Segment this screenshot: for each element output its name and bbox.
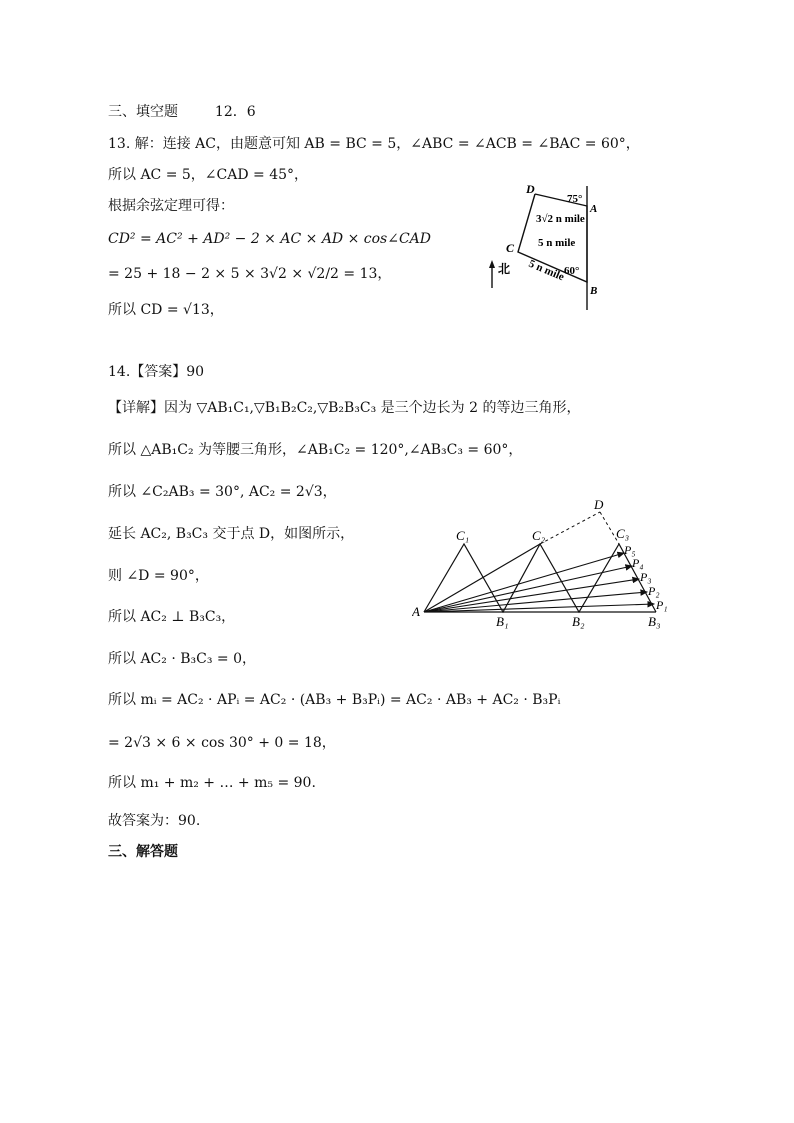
label-p5: P₅ xyxy=(624,543,636,557)
label-p3: P₃ xyxy=(640,570,652,584)
q14-line-10: 所以 m₁ + m₂ + … + m₅ = 90. xyxy=(108,775,316,791)
north-arrow-head xyxy=(489,260,495,268)
label-a: A xyxy=(590,203,598,215)
dashed-c2-d xyxy=(540,512,600,544)
q14-line-9: = 2√3 × 6 × cos 30° + 0 = 18， xyxy=(108,735,336,751)
q14-line-7: 所以 AC₂ · B₃C₃ = 0， xyxy=(108,651,256,667)
q12-answer: 12．6 xyxy=(214,104,256,120)
label-d: D xyxy=(594,497,604,512)
distance-da-label: 3√2 n mile xyxy=(536,213,585,225)
q14-line-4: 延长 AC₂, B₃C₃ 交于点 D，如图所示， xyxy=(108,526,355,542)
q14-line-5: 则 ∠D = 90°， xyxy=(108,568,209,584)
q14-triangles-figure xyxy=(412,496,684,632)
q13-line-5: = 25 + 18 − 2 × 5 × 3√2 × √2/2 = 13， xyxy=(108,266,392,282)
label-p2: P₂ xyxy=(648,584,660,598)
north-label: 北 xyxy=(498,262,511,276)
label-a: A xyxy=(412,604,420,619)
q14-line-8: 所以 mᵢ = AC₂ · APᵢ = AC₂ · (AB₃ + B₃Pᵢ) = AC₂ · AB₃ + AC₂ · B₃Pᵢ xyxy=(108,692,561,708)
label-p4: P₄ xyxy=(632,556,644,570)
angle-60-label: 60° xyxy=(564,265,580,277)
angle-75-label: 75° xyxy=(567,193,583,205)
section-fill-title: 三、填空题 xyxy=(108,104,178,120)
q14-header: 14.【答案】90 xyxy=(108,364,205,380)
q13-line-2: 所以 AC = 5，∠CAD = 45°， xyxy=(108,167,309,183)
q14-line-6: 所以 AC₂ ⊥ B₃C₃， xyxy=(108,609,236,625)
q14-line-11: 故答案为：90. xyxy=(108,813,201,829)
label-d: D xyxy=(526,182,535,196)
q13-line-1: 13. 解：连接 AC，由题意可知 AB = BC = 5，∠ABC = ∠ACB = ∠BAC = 60°， xyxy=(108,136,640,152)
q13-navigation-figure xyxy=(484,180,610,314)
q14-line-1: 【详解】因为 ▽AB₁C₁,▽B₁B₂C₂,▽B₂B₃C₃ 是三个边长为 2 的等边三角形， xyxy=(108,400,581,416)
distance-cb-label: 5 n mile xyxy=(526,257,566,284)
q13-line-6: 所以 CD = √13， xyxy=(108,302,224,318)
q13-line-4: CD² = AC² + AD² − 2 × AC × AD × cos∠CAD xyxy=(108,231,432,247)
label-b3: B₃ xyxy=(648,614,661,629)
label-c: C xyxy=(506,241,515,255)
label-c1: C₁ xyxy=(456,528,470,543)
q14-line-2: 所以 △AB₁C₂ 为等腰三角形，∠AB₁C₂ = 120°,∠AB₃C₃ = 60°， xyxy=(108,442,523,458)
label-b2: B₂ xyxy=(572,614,585,629)
section-answer-title: 三、解答题 xyxy=(108,844,178,860)
label-b: B xyxy=(590,285,598,297)
line-a-c2 xyxy=(424,544,540,612)
section-fill-heading xyxy=(108,102,256,122)
label-b1: B₁ xyxy=(496,614,509,629)
label-c3: C₃ xyxy=(616,526,630,541)
arrow-a-p1 xyxy=(424,604,654,612)
label-c2: C₂ xyxy=(532,528,546,543)
label-p1: P₁ xyxy=(656,598,668,612)
q14-line-3: 所以 ∠C₂AB₃ = 30°, AC₂ = 2√3， xyxy=(108,484,337,500)
arrow-a-p4 xyxy=(424,566,632,612)
q13-line-3: 根据余弦定理可得： xyxy=(108,198,234,214)
distance-ca-label: 5 n mile xyxy=(538,237,576,249)
